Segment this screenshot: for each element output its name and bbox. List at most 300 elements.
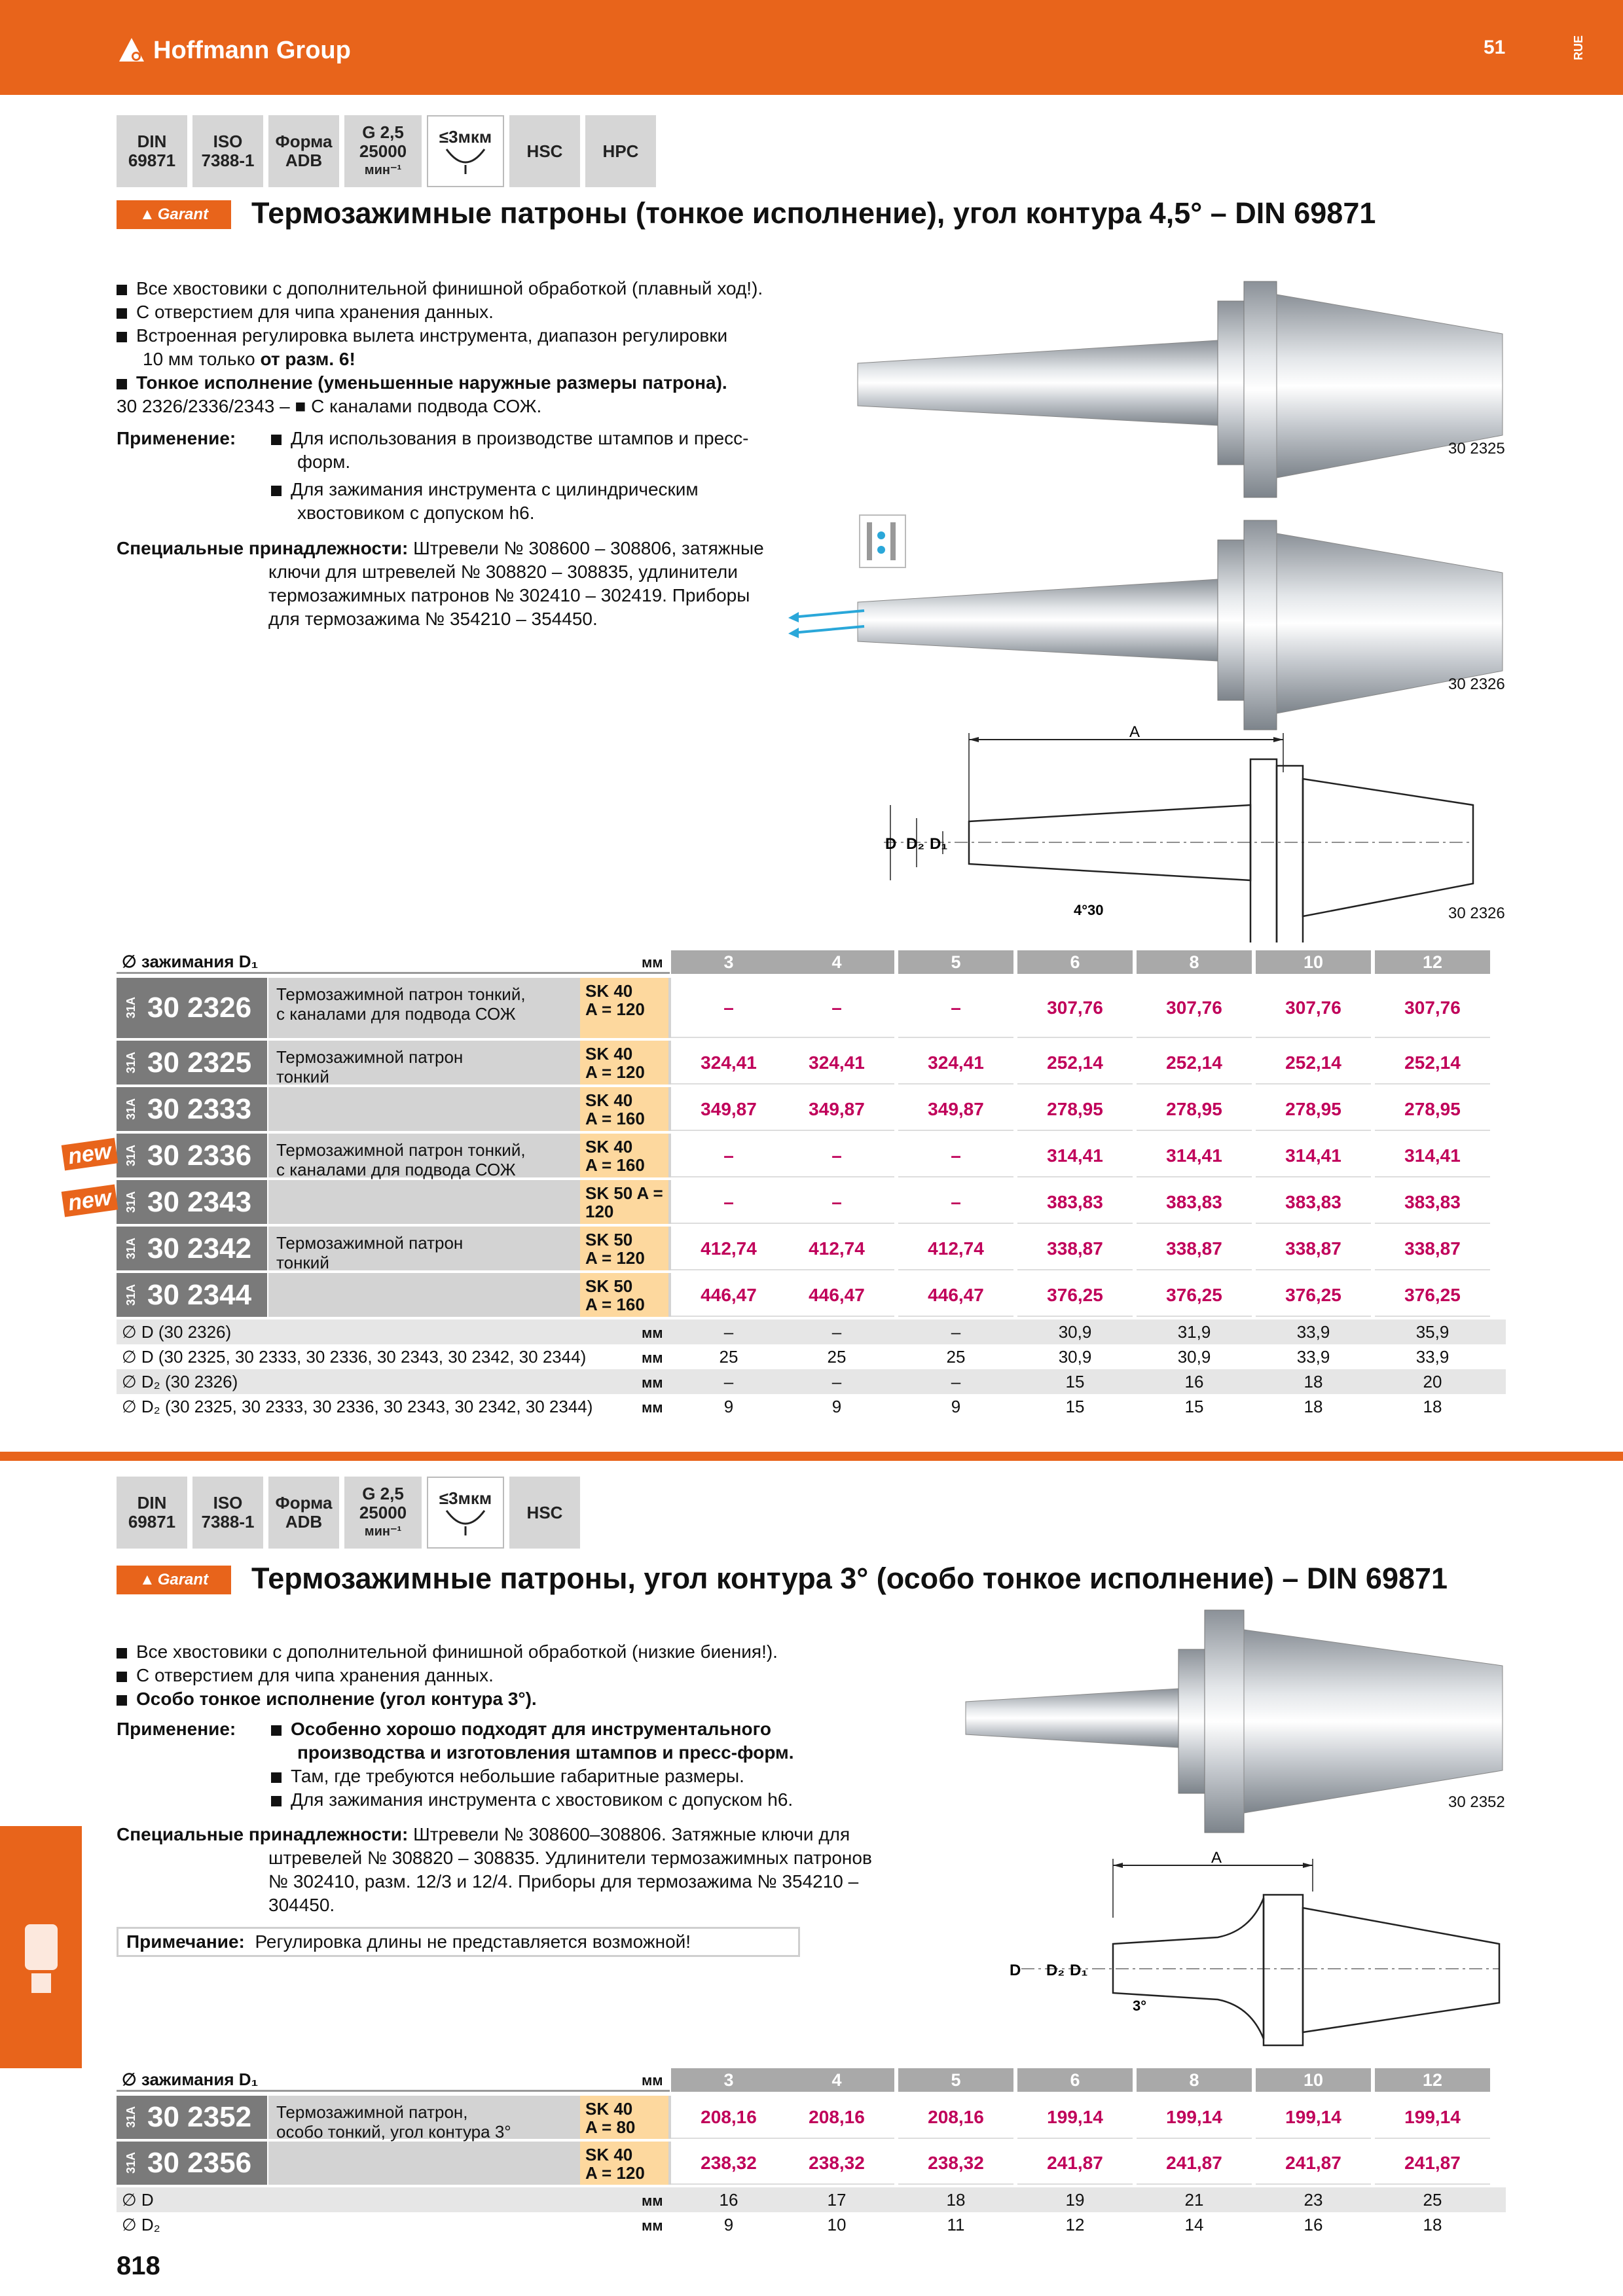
- size-header: 5: [898, 950, 1013, 974]
- price-cell[interactable]: 376,25: [1017, 1273, 1133, 1317]
- price-cell[interactable]: 412,74: [671, 1227, 786, 1270]
- dimension-value: 30,9: [1058, 1322, 1092, 1342]
- dimension-value: 23: [1304, 2190, 1323, 2210]
- badge-line: G 2,5: [362, 122, 404, 142]
- garant-logo-icon: ▲: [139, 1571, 155, 1588]
- badge-line: HSC: [526, 1502, 563, 1522]
- unit-label: мм: [642, 2072, 663, 2089]
- badge-line: DIN: [137, 1493, 167, 1513]
- badge-line: 25000: [359, 141, 407, 161]
- desc-line: Термозажимной патрон: [276, 1047, 464, 1067]
- dim-D1-label: D₁: [930, 835, 948, 853]
- article-number: [117, 2096, 267, 2139]
- shank-line: A = 160: [585, 1295, 645, 1314]
- table-row[interactable]: [117, 1087, 1506, 1134]
- product-image-302326: [851, 511, 1519, 740]
- badge-line: ISO: [213, 132, 243, 151]
- spec-badge: [268, 1477, 339, 1549]
- dimension-value: 31,9: [1177, 1322, 1211, 1342]
- dimension-value: 16: [1304, 2215, 1323, 2234]
- price-cell[interactable]: 412,74: [779, 1227, 894, 1270]
- feature-item: Все хвостовики с дополнительной финишной обработкой (низкие биения!).: [117, 1640, 902, 1664]
- dimension-value: 9: [723, 1397, 734, 1416]
- price-cell[interactable]: 324,41: [898, 1041, 1013, 1085]
- price-cell[interactable]: 278,95: [1137, 1087, 1252, 1131]
- spec-badge: [192, 1477, 263, 1549]
- section1-application: Для использования в производстве штампов и пресс- форм. Для зажимания инструмента с цилиндрическим хвостовиком с допуском h6.: [271, 427, 782, 525]
- price-cell[interactable]: 238,32: [779, 2142, 894, 2185]
- price-cell[interactable]: 446,47: [779, 1273, 894, 1317]
- article-number: [117, 1273, 267, 1317]
- article-prefix: 31A: [124, 1191, 137, 1213]
- price-cell[interactable]: 241,87: [1375, 2142, 1490, 2185]
- feature-item: С отверстием для чипа хранения данных.: [117, 1664, 902, 1687]
- desc-line: особо тонкий, угол контура 3°: [276, 2122, 511, 2142]
- shank-line: 120: [585, 1202, 614, 1221]
- article-number: [117, 978, 267, 1038]
- dimension-value: –: [723, 1372, 734, 1391]
- desc-line: тонкий: [276, 1253, 329, 1272]
- article-prefix: 31A: [124, 2152, 137, 2174]
- dim-A-label: A: [1211, 1849, 1222, 1867]
- new-badge: new: [62, 1184, 119, 1217]
- dimension-value: 21: [1184, 2190, 1204, 2210]
- price-cell[interactable]: 446,47: [671, 1273, 786, 1317]
- dimension-label: ∅ D: [122, 2190, 154, 2210]
- dimension-value: 25: [719, 1347, 739, 1367]
- section1-features: [117, 277, 797, 418]
- badge-line: HSC: [526, 141, 563, 161]
- price-cell[interactable]: 314,41: [1375, 1134, 1490, 1177]
- article-code: 30 2326: [147, 992, 252, 1024]
- article-number: [117, 2142, 267, 2185]
- dimension-value: 9: [951, 1397, 961, 1416]
- price-cell[interactable]: 278,95: [1256, 1087, 1371, 1131]
- price-cell[interactable]: 412,74: [898, 1227, 1013, 1270]
- feature-item-cont: 10 мм только от разм. 6!: [143, 349, 356, 369]
- spec-badge: [585, 115, 656, 187]
- price-cell[interactable]: 307,76: [1375, 978, 1490, 1038]
- caption-302325: 30 2325: [1448, 440, 1505, 457]
- dimension-label: ∅ D (30 2325, 30 2333, 30 2336, 30 2343, 30 2342, 30 2344): [122, 1347, 587, 1367]
- badge-line: Форма: [275, 1493, 333, 1513]
- badge-line: 7388-1: [201, 151, 255, 170]
- runout-icon: [443, 1508, 488, 1537]
- shank-line: A = 80: [585, 2117, 636, 2137]
- price-cell[interactable]: 252,14: [1256, 1041, 1371, 1085]
- angle-label: 3°: [1133, 1998, 1147, 2014]
- article-code: 30 2325: [147, 1046, 252, 1079]
- price-cell[interactable]: 208,16: [671, 2096, 786, 2139]
- technical-drawing-302326: [877, 720, 1480, 942]
- price-cell[interactable]: –: [671, 1134, 786, 1177]
- price-cell[interactable]: 338,87: [1375, 1227, 1490, 1270]
- price-cell[interactable]: 241,87: [1256, 2142, 1371, 2185]
- size-header: 10: [1256, 2068, 1371, 2092]
- shank-line: A = 120: [585, 1062, 645, 1082]
- price-cell[interactable]: 252,14: [1375, 1041, 1490, 1085]
- dimension-value: 25: [1423, 2190, 1442, 2210]
- badge-line: ADB: [285, 151, 323, 170]
- coolant-note: 30 2326/2336/2343 – ■ С каналами подвода СОЖ.: [117, 396, 542, 416]
- dimension-value: 33,9: [1415, 1347, 1450, 1367]
- product-image-302325: [851, 268, 1519, 511]
- dimension-row: [117, 1394, 1506, 1419]
- dimension-value: 30,9: [1058, 1347, 1092, 1367]
- price-cell[interactable]: 338,87: [1137, 1227, 1252, 1270]
- section2-note: Примечание: Регулировка длины не представляется возможной!: [117, 1927, 800, 1957]
- price-cell[interactable]: 324,41: [671, 1041, 786, 1085]
- price-cell[interactable]: 383,83: [1137, 1180, 1252, 1224]
- unit-label: мм: [642, 1325, 663, 1341]
- price-cell[interactable]: 307,76: [1017, 978, 1133, 1038]
- badge-line: 25000: [359, 1502, 407, 1522]
- shank-size: [580, 1041, 668, 1085]
- section2-accessories: Специальные принадлежности: Штревели № 308600–308806. Затяжные ключи для штревелей № 308820 – 308835. Удлинители термозажимных патронов № 302410, разм. 12/3 и 12/4. Приборы для термозажима № 354210 – 304450.: [117, 1824, 872, 1915]
- footer-page-number: 818: [117, 2251, 160, 2280]
- dim-D-label: D: [1010, 1962, 1021, 1979]
- article-prefix: 31A: [124, 1144, 137, 1167]
- feature-item: Особо тонкое исполнение (угол контура 3°).: [117, 1687, 902, 1711]
- shank-line: SK 50: [585, 1230, 633, 1249]
- badge-line: 69871: [128, 1512, 176, 1532]
- size-header: 3: [671, 2068, 786, 2092]
- unit-label: мм: [642, 1374, 663, 1391]
- size-header: 6: [1017, 950, 1133, 974]
- spec-badge: [192, 115, 263, 187]
- price-cell[interactable]: 338,87: [1256, 1227, 1371, 1270]
- price-cell[interactable]: 199,14: [1256, 2096, 1371, 2139]
- dimension-value: 12: [1065, 2215, 1085, 2234]
- dimension-value: 33,9: [1296, 1347, 1330, 1367]
- dimension-value: –: [951, 1372, 961, 1391]
- section1-application-label: Применение:: [117, 428, 236, 448]
- badge-line: HPC: [602, 141, 639, 161]
- article-code: 30 2343: [147, 1185, 252, 1218]
- shank-line: A = 120: [585, 2163, 645, 2183]
- size-header: 8: [1137, 2068, 1252, 2092]
- price-cell[interactable]: 349,87: [779, 1087, 894, 1131]
- shank-line: A = 120: [585, 999, 645, 1019]
- article-code: 30 2342: [147, 1232, 252, 1265]
- shank-line: SK 40: [585, 1137, 633, 1157]
- article-prefix: 31A: [124, 1051, 137, 1074]
- size-header: 10: [1256, 950, 1371, 974]
- desc-line: Термозажимной патрон тонкий,: [276, 984, 526, 1004]
- section2-title: Термозажимные патроны, угол контура 3° (особо тонкое исполнение) – DIN 69871: [251, 1562, 1448, 1595]
- price-cell[interactable]: 376,25: [1137, 1273, 1252, 1317]
- price-cell[interactable]: 324,41: [779, 1041, 894, 1085]
- price-cell[interactable]: –: [898, 1180, 1013, 1224]
- garant-logo-icon: ▲: [139, 206, 155, 223]
- price-cell[interactable]: –: [779, 978, 894, 1038]
- table-row[interactable]: [117, 1273, 1506, 1319]
- dimension-value: 18: [1423, 1397, 1442, 1416]
- size-header: 12: [1375, 950, 1490, 974]
- price-cell[interactable]: 307,76: [1256, 978, 1371, 1038]
- article-number: [117, 1087, 267, 1131]
- table-row[interactable]: [117, 1227, 1506, 1273]
- chapter-page-number: 51: [1484, 37, 1506, 58]
- region-code: RUE: [1572, 35, 1585, 60]
- dimension-value: 16: [719, 2190, 739, 2210]
- badge-line: DIN: [137, 132, 167, 151]
- dimension-row: [117, 1369, 1506, 1394]
- section1-accessories: Специальные принадлежности: Штревели № 308600 – 308806, затяжные ключи для штревелей № 308820 – 308835, удлинители термозажимных патронов № 302410 – 302419. Приборы для термозажима № 354210 – 354450.: [117, 538, 764, 629]
- unit-label: мм: [642, 2217, 663, 2234]
- dimension-value: –: [951, 1322, 961, 1342]
- shank-line: SK 40: [585, 2099, 633, 2119]
- spec-badge: [344, 115, 422, 187]
- bullet-icon: [117, 379, 127, 389]
- shank-line: A = 160: [585, 1155, 645, 1175]
- spec-badge: [344, 1477, 422, 1549]
- garant-brand-label: ▲ Garant: [117, 200, 231, 229]
- dimension-row: [117, 1344, 1506, 1369]
- dimension-value: 15: [1065, 1372, 1085, 1391]
- dimension-value: 19: [1065, 2190, 1085, 2210]
- clamp-diameter-label: ∅ зажимания D₁: [122, 2070, 259, 2089]
- dimension-label: ∅ D₂ (30 2326): [122, 1372, 238, 1391]
- bullet-icon: [271, 1725, 282, 1736]
- desc-line: с каналами для подвода СОЖ: [276, 1004, 516, 1024]
- article-prefix: 31A: [124, 1098, 137, 1121]
- badge-line: ≤3мкм: [439, 1488, 492, 1508]
- price-cell[interactable]: 314,41: [1017, 1134, 1133, 1177]
- dimension-value: 11: [947, 2215, 965, 2234]
- shank-line: A = 160: [585, 1109, 645, 1128]
- dimension-value: 15: [1184, 1397, 1204, 1416]
- price-cell[interactable]: –: [779, 1134, 894, 1177]
- feature-item: Тонкое исполнение (уменьшенные наружные размеры патрона).: [117, 371, 797, 395]
- bullet-icon: [271, 1796, 282, 1806]
- dimension-row: [117, 2212, 1506, 2237]
- shank-line: A = 120: [585, 1248, 645, 1268]
- article-code: 30 2352: [147, 2101, 252, 2133]
- price-cell[interactable]: –: [779, 1180, 894, 1224]
- unit-label: мм: [642, 2193, 663, 2209]
- shank-line: SK 50: [585, 1276, 633, 1296]
- tool-holder-icon: [0, 1826, 82, 2068]
- shank-line: SK 40: [585, 2145, 633, 2164]
- price-cell[interactable]: –: [671, 1180, 786, 1224]
- brand-name: Hoffmann Group: [153, 36, 351, 64]
- price-cell[interactable]: 208,16: [898, 2096, 1013, 2139]
- badge-line: ≤3мкм: [439, 126, 492, 147]
- price-cell[interactable]: 241,87: [1017, 2142, 1133, 2185]
- dim-D-label: D: [885, 835, 897, 853]
- dimension-value: 30,9: [1177, 1347, 1211, 1367]
- clamp-diameter-label: ∅ зажимания D₁: [122, 952, 259, 971]
- price-cell[interactable]: 376,25: [1375, 1273, 1490, 1317]
- dimension-value: –: [831, 1372, 842, 1391]
- table-row[interactable]: [66, 1180, 1506, 1227]
- bullet-icon: [117, 285, 127, 295]
- table-row[interactable]: [117, 2142, 1506, 2187]
- size-header: 5: [898, 2068, 1013, 2092]
- shank-size: [580, 2142, 668, 2185]
- brand-logo: [117, 34, 351, 67]
- bullet-icon: [117, 308, 127, 319]
- shank-line: SK 40: [585, 981, 633, 1001]
- shank-line: SK 50 A =: [585, 1183, 663, 1203]
- dimension-value: 35,9: [1415, 1322, 1450, 1342]
- dim-D2-label: D₂: [906, 835, 924, 853]
- badge-line: 69871: [128, 151, 176, 170]
- price-cell[interactable]: 238,32: [898, 2142, 1013, 2185]
- shank-size: [580, 978, 668, 1038]
- unit-label: мм: [642, 1399, 663, 1416]
- badge-line: ADB: [285, 1512, 323, 1532]
- coolant-channel-icon: [859, 514, 906, 568]
- spec-badge: [509, 1477, 580, 1549]
- article-number: [117, 1041, 267, 1085]
- price-cell[interactable]: 446,47: [898, 1273, 1013, 1317]
- shank-line: SK 40: [585, 1044, 633, 1064]
- dimension-value: 14: [1184, 2215, 1204, 2234]
- price-cell[interactable]: 199,14: [1017, 2096, 1133, 2139]
- desc-line: Термозажимной патрон: [276, 1233, 464, 1253]
- table-row[interactable]: [117, 978, 1506, 1041]
- spec-badge: [509, 115, 580, 187]
- shank-size: [580, 1180, 668, 1224]
- price-cell[interactable]: 383,83: [1256, 1180, 1371, 1224]
- article-code: 30 2344: [147, 1278, 252, 1311]
- price-cell[interactable]: 278,95: [1017, 1087, 1133, 1131]
- price-cell[interactable]: 314,41: [1256, 1134, 1371, 1177]
- garant-brand-label: ▲ Garant: [117, 1566, 231, 1594]
- dimension-value: 9: [723, 2215, 734, 2234]
- dim-A-label: A: [1129, 723, 1140, 741]
- dimension-value: 18: [1304, 1397, 1323, 1416]
- price-cell[interactable]: –: [898, 1134, 1013, 1177]
- dimension-value: 9: [831, 1397, 842, 1416]
- badge-line: мин⁻¹: [364, 162, 402, 177]
- new-badge: new: [62, 1138, 119, 1170]
- dimension-label: ∅ D (30 2326): [122, 1322, 232, 1342]
- badge-line: Форма: [275, 132, 333, 151]
- dimension-value: 18: [1423, 2215, 1442, 2234]
- price-cell[interactable]: 241,87: [1137, 2142, 1252, 2185]
- price-cell[interactable]: –: [898, 978, 1013, 1038]
- section-separator: [0, 1452, 1623, 1461]
- dimension-value: 33,9: [1296, 1322, 1330, 1342]
- price-cell[interactable]: 338,87: [1017, 1227, 1133, 1270]
- article-code: 30 2356: [147, 2147, 252, 2179]
- size-header: 3: [671, 950, 786, 974]
- bullet-icon: [117, 1648, 127, 1659]
- bullet-icon: [117, 332, 127, 342]
- desc-line: тонкий: [276, 1067, 329, 1086]
- article-prefix: 31A: [124, 997, 137, 1019]
- article-number: [117, 1227, 267, 1270]
- shank-size: [580, 2096, 668, 2139]
- article-number: [117, 1180, 267, 1224]
- bullet-icon: [117, 1695, 127, 1706]
- caption-302326: 30 2326: [1448, 675, 1505, 693]
- dimension-value: 17: [827, 2190, 847, 2210]
- article-prefix: 31A: [124, 1283, 137, 1306]
- technical-drawing-302352: [1002, 1846, 1512, 2055]
- section2-application: Особенно хорошо подходят для инструментального производства и изготовления штампов и пресс-форм. Там, где требуются небольшие габаритные размеры. Для зажимания инструмента с хвостовиком с допуском h6.: [271, 1717, 900, 1812]
- article-prefix: 31A: [124, 1237, 137, 1260]
- section2-application-label: Применение:: [117, 1719, 236, 1739]
- dimension-value: 16: [1184, 1372, 1204, 1391]
- dimension-label: ∅ D₂ (30 2325, 30 2333, 30 2336, 30 2343, 30 2342, 30 2344): [122, 1397, 593, 1416]
- size-header: 4: [779, 2068, 894, 2092]
- bullet-icon: [271, 486, 282, 496]
- article-prefix: 31A: [124, 2106, 137, 2128]
- badge-line: мин⁻¹: [364, 1524, 402, 1539]
- price-cell[interactable]: 199,14: [1375, 2096, 1490, 2139]
- price-cell[interactable]: –: [671, 978, 786, 1038]
- dimension-value: 18: [946, 2190, 966, 2210]
- price-cell[interactable]: 252,14: [1137, 1041, 1252, 1085]
- dimension-label: ∅ D₂: [122, 2215, 160, 2234]
- size-header: 12: [1375, 2068, 1490, 2092]
- dimension-value: 20: [1423, 1372, 1442, 1391]
- bullet-icon: [271, 435, 282, 445]
- price-cell[interactable]: 307,76: [1137, 978, 1252, 1038]
- shank-size: [580, 1227, 668, 1270]
- dimension-value: 18: [1304, 1372, 1323, 1391]
- dimension-value: 25: [827, 1347, 847, 1367]
- spec-badge: [427, 1477, 504, 1549]
- chapter-side-tab[interactable]: [0, 1826, 82, 2068]
- bullet-icon: [271, 1772, 282, 1783]
- dim-D2-label: D₂: [1046, 1962, 1065, 1979]
- shank-line: SK 40: [585, 1090, 633, 1110]
- spec-badge: [117, 1477, 187, 1549]
- product-image-302352: [956, 1604, 1519, 1846]
- size-header: 8: [1137, 950, 1252, 974]
- price-cell[interactable]: 383,83: [1017, 1180, 1133, 1224]
- article-code: 30 2333: [147, 1092, 252, 1125]
- price-cell[interactable]: 314,41: [1137, 1134, 1252, 1177]
- section2-features: [117, 1640, 902, 1711]
- dimension-value: 25: [946, 1347, 966, 1367]
- dimension-value: –: [831, 1322, 842, 1342]
- price-cell[interactable]: 376,25: [1256, 1273, 1371, 1317]
- coolant-arrows-icon: [786, 599, 871, 638]
- shank-size: [580, 1273, 668, 1317]
- badge-line: G 2,5: [362, 1483, 404, 1503]
- table-row[interactable]: [117, 1041, 1506, 1087]
- price-cell[interactable]: 349,87: [898, 1087, 1013, 1131]
- size-header: 4: [779, 950, 894, 974]
- hoffmann-logo-icon: [117, 35, 147, 65]
- caption-302326-drawing: 30 2326: [1448, 905, 1505, 922]
- price-cell[interactable]: 199,14: [1137, 2096, 1252, 2139]
- price-cell[interactable]: 383,83: [1375, 1180, 1490, 1224]
- dim-D1-label: D₁: [1070, 1962, 1088, 1979]
- dimension-value: –: [723, 1322, 734, 1342]
- desc-line: Термозажимной патрон тонкий,: [276, 1140, 526, 1160]
- angle-label: 4°30: [1074, 902, 1104, 918]
- price-cell[interactable]: 278,95: [1375, 1087, 1490, 1131]
- shank-size: [580, 1087, 668, 1131]
- price-cell[interactable]: 238,32: [671, 2142, 786, 2185]
- price-cell[interactable]: 252,14: [1017, 1041, 1133, 1085]
- article-code: 30 2336: [147, 1139, 252, 1172]
- unit-label: мм: [642, 1350, 663, 1366]
- price-cell[interactable]: 349,87: [671, 1087, 786, 1131]
- table-row[interactable]: [66, 1134, 1506, 1180]
- article-number: [117, 1134, 267, 1177]
- price-cell[interactable]: 208,16: [779, 2096, 894, 2139]
- table-row[interactable]: [117, 2096, 1506, 2142]
- bullet-icon: [117, 1672, 127, 1682]
